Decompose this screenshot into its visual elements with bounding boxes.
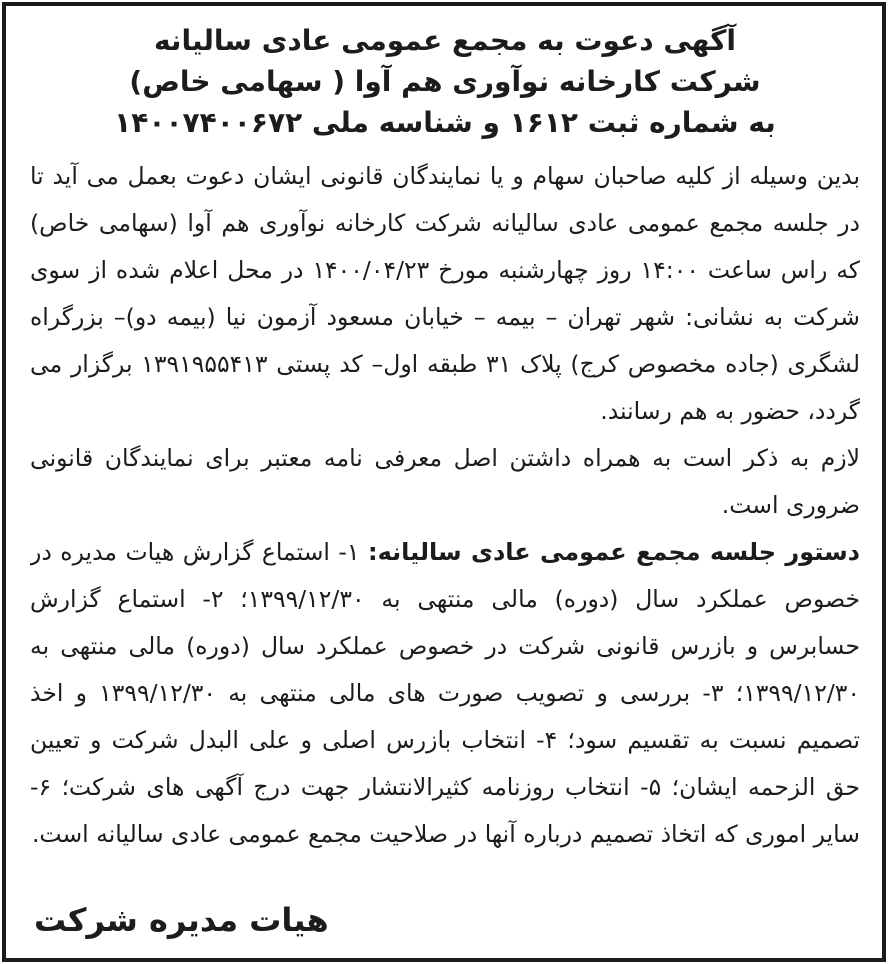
notice-body (30, 153, 860, 896)
notice-title: آگهی دعوت به مجمع عمومی عادی سالیانه (153, 24, 737, 57)
announcement-box (2, 2, 886, 962)
agenda-heading: دستور جلسه مجمع عمومی عادی سالیانه: (368, 538, 860, 566)
registration-info: به شماره ثبت ۱۶۱۲ و شناسه ملی ۱۴۰۰۷۴۰۰۶۷۲ (114, 106, 776, 139)
invitation-paragraph: بدین وسیله از کلیه صاحبان سهام و یا نمایندگان قانونی ایشان دعوت بعمل می آید تا در جلسه مجمع عمومی عادی سالیانه شرکت کارخانه نوآوری هم آوا (سهامی خاص) که راس ساعت ۱۴:۰۰ روز چهارشنبه مورخ ۱۴۰۰/۰۴/۲۳ در محل اعلام شده از سوی شرکت به نشانی: شهر تهران – بیمه – خیابان مسعود آزمون نیا (بیمه دو)– بزرگراه لشگری (جاده مخصوص کرج) پلاک ۳۱ طبقه اول– کد پستی ۱۳۹۱۹۵۵۴۱۳ برگزار می گردد، حضور به هم رسانند. (30, 162, 860, 425)
note-paragraph: لازم به ذکر است به همراه داشتن اصل معرفی نامه معتبر برای نمایندگان قانونی ضروری است. (30, 444, 860, 519)
notice-footer (30, 896, 860, 946)
company-name: شرکت کارخانه نوآوری هم آوا ( سهامی خاص) (129, 65, 761, 98)
signature-board-of-directors: هیات مدیره شرکت (34, 901, 329, 939)
notice-header (30, 16, 860, 143)
agenda-items: ۱- استماع گزارش هیات مدیره در خصوص عملکرد سال (دوره) مالی منتهی به ۱۳۹۹/۱۲/۳۰؛ ۲- استماع گزارش حسابرس و بازرس قانونی شرکت در خصوص عملکرد سال (دوره) مالی منتهی به ۱۳۹۹/۱۲/۳۰؛ ۳- بررسی و تصویب صورت های مالی منتهی به ۱۳۹۹/۱۲/۳۰ و اخذ تصمیم نسبت به تقسیم سود؛ ۴- انتخاب بازرس اصلی و علی البدل شرکت و تعیین حق الزحمه ایشان؛ ۵- انتخاب روزنامه کثیرالانتشار جهت درج آگهی های شرکت؛ ۶- سایر اموری که اتخاذ تصمیم درباره آنها در صلاحیت مجمع عمومی عادی سالیانه است. (30, 538, 860, 848)
agenda-paragraph (30, 529, 860, 858)
